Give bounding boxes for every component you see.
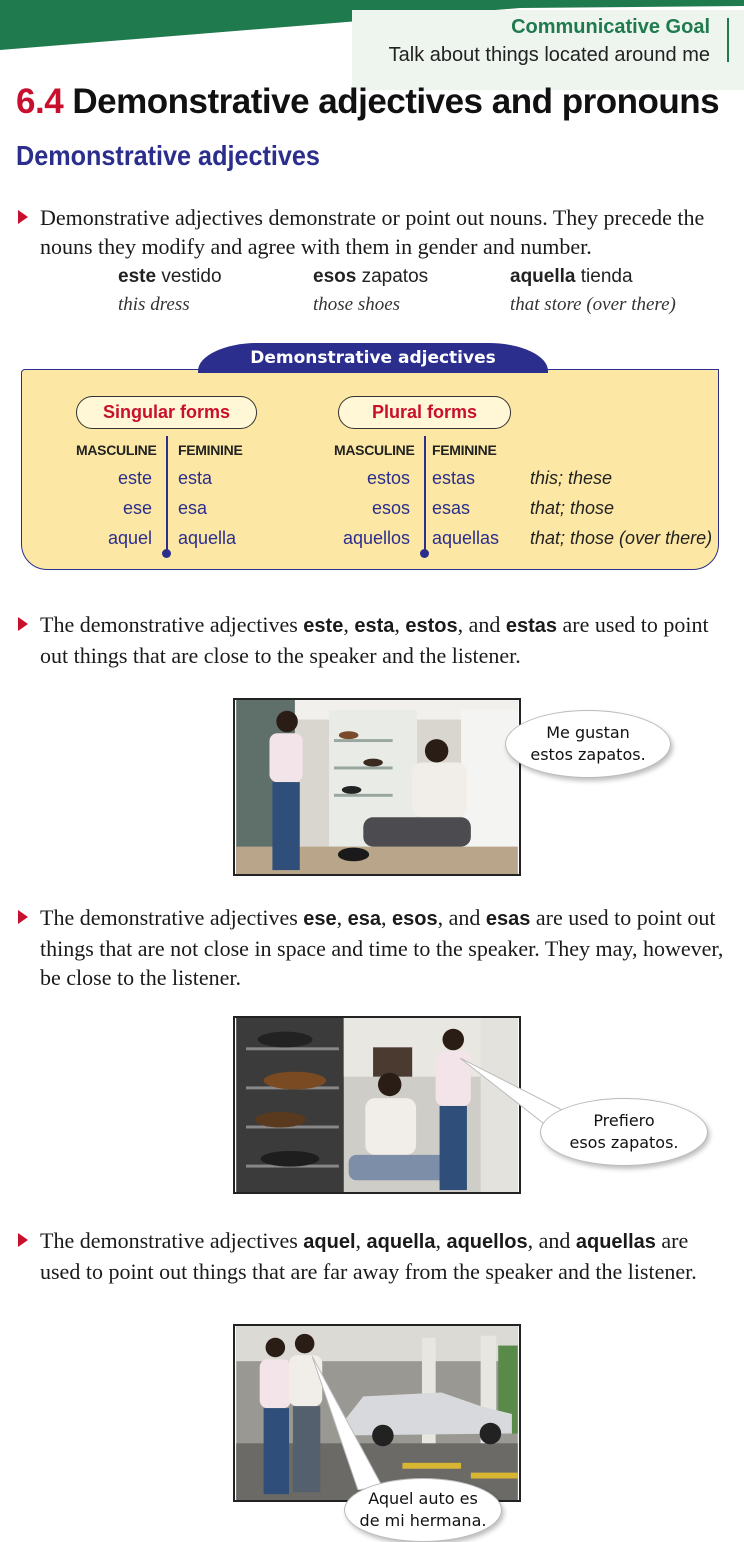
speech-bubble-line: estos zapatos. [530,745,646,764]
table-cell: estas [432,468,476,488]
speech-bubble-line: esos zapatos. [569,1133,679,1152]
plural-divider-dot [420,549,429,558]
singular-divider-dot [162,549,171,558]
plural-column-divider [424,436,426,552]
goal-divider-bar [727,18,729,62]
section-number: 6.4 [16,82,64,121]
table-meaning: that; those [530,498,615,518]
speech-bubble-3 [344,1478,502,1542]
table-cell: aquellos [342,528,410,548]
table-cell: aquel [107,528,152,548]
table-meaning: that; those (over there) [530,528,713,548]
speech-bubble-2 [540,1098,708,1166]
table-cell: esos [371,498,410,518]
section-title [16,82,719,122]
table-cell: aquellas [432,528,500,548]
table-cell: esta [178,468,213,488]
table-cell: estos [366,468,410,488]
subsection-title: Demonstrative adjectives [16,140,320,171]
plural-masculine-header: MASCULINE [334,442,415,458]
table-meaning: this; these [530,468,613,488]
bullet-arrow-icon [18,910,28,924]
speech-bubble-line: de mi hermana. [359,1511,487,1530]
speech-bubble-line: Prefiero [593,1111,655,1130]
photo-shoe-store-close [233,698,521,876]
example-spanish-2: esos zapatos [313,266,429,287]
plural-feminine-header: FEMININE [432,442,497,458]
communicative-goal-text: Talk about things located around me [388,44,710,66]
example-spanish-3: aquella tienda [510,266,633,287]
example-spanish-1: este vestido [118,266,222,287]
table-cell: aquella [178,528,237,548]
table-cell: ese [122,498,152,518]
table-cell: este [117,468,152,488]
plural-forms-label: Plural forms [338,396,511,429]
table-cell: esas [432,498,471,518]
bullet-paragraph-2: The demonstrative adjectives ese, esa, esos, and esas are used to point out things that are not close in space and time to the speaker. They may, however, be close to the listener. [40,905,724,990]
example-english-1: this dress [118,294,190,315]
section-title-text: Demonstrative adjectives and pronouns [72,82,720,121]
singular-feminine-header: FEMININE [178,442,243,458]
bullet-arrow-icon [18,210,28,224]
bullet-arrow-icon [18,617,28,631]
table-cell: esa [178,498,208,518]
speech-bubble-tail [312,1356,392,1490]
example-english-2: those shoes [313,294,401,315]
example-english-3: that store (over there) [510,294,676,315]
table-title: Demonstrative adjectives [198,343,548,373]
singular-column-divider [166,436,168,552]
communicative-goal-title: Communicative Goal [511,16,710,38]
speech-bubble-line: Aquel auto es [368,1489,478,1508]
bullet-paragraph-1: The demonstrative adjectives este, esta, estos, and estas are used to point out things that are close to the speaker and the listener. [40,612,709,668]
speech-bubble-1 [505,710,671,778]
singular-forms-label: Singular forms [76,396,257,429]
bullet-paragraph-3: The demonstrative adjectives aquel, aquella, aquellos, and aquellas are used to point out things that are far away from the speaker and the listener. [40,1228,697,1284]
speech-bubble-line: Me gustan [546,723,630,742]
bullet-arrow-icon [18,1233,28,1247]
singular-masculine-header: MASCULINE [76,442,157,458]
intro-paragraph: Demonstrative adjectives demonstrate or point out nouns. They precede the nouns they modify and agree with them in gender and number. [40,205,705,259]
